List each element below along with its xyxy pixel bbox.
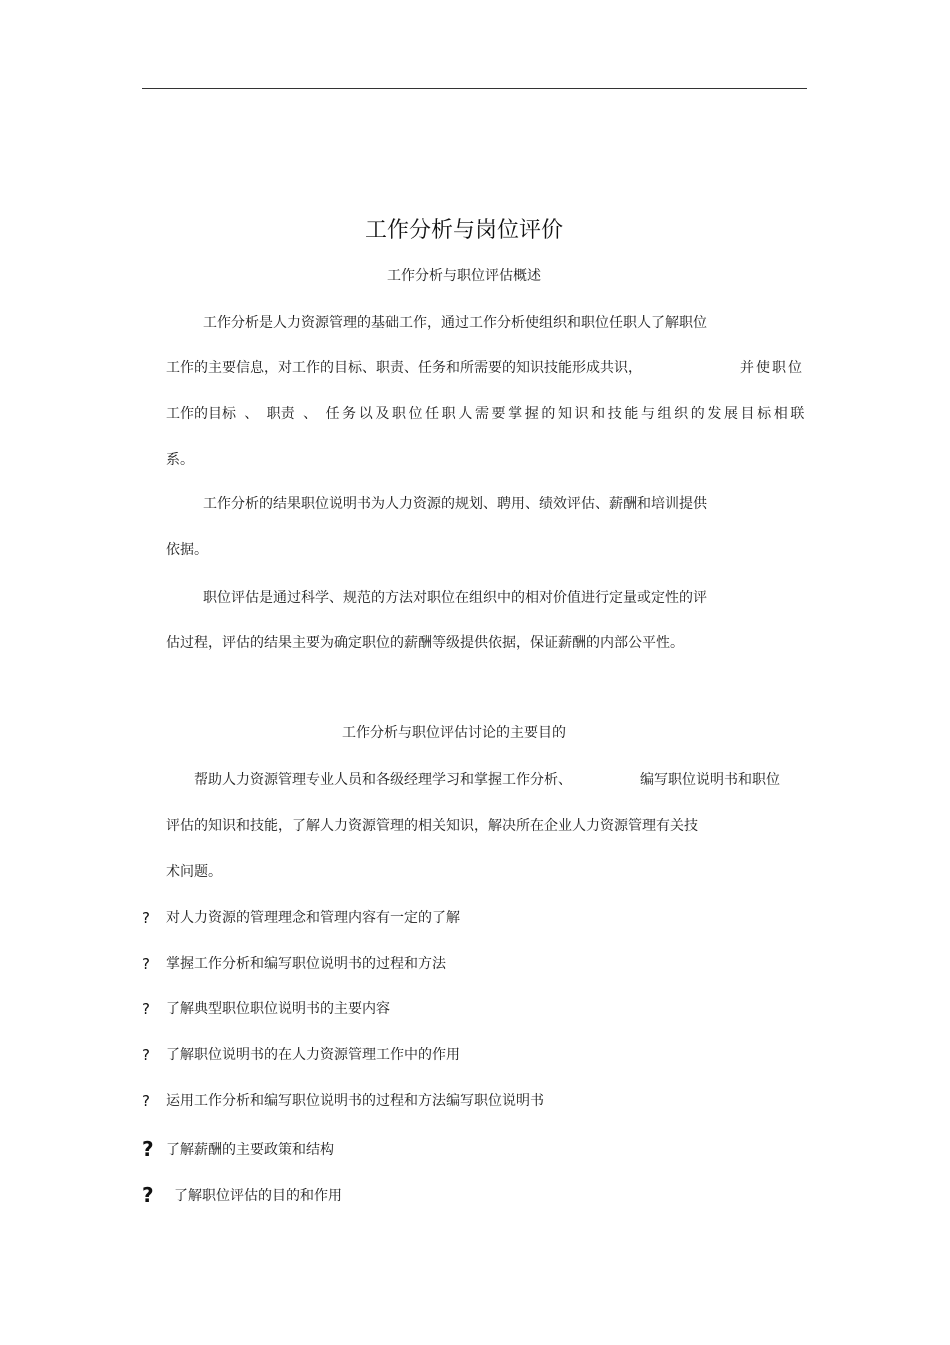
paragraph-line: 并使职位 [740,360,804,376]
question-mark-icon: ? [142,955,150,973]
list-item-text: 掌握工作分析和编写职位说明书的过程和方法 [166,956,446,972]
paragraph-line: 工作分析是人力资源管理的基础工作，通过工作分析使组织和职位任职人了解职位 [203,315,707,331]
document-title: 工作分析与岗位评价 [364,218,563,243]
paragraph-line: 帮助人力资源管理专业人员和各级经理学习和掌握工作分析、 [194,772,572,788]
paragraph-line: 工作分析的结果职位说明书为人力资源的规划、聘用、绩效评估、薪酬和培训提供 [203,496,707,512]
list-item-text: 对人力资源的管理理念和管理内容有一定的了解 [166,910,460,926]
question-mark-icon: ? [142,1000,150,1018]
section-heading-overview: 工作分析与职位评估概述 [387,268,541,284]
section-heading-goals: 工作分析与职位评估讨论的主要目的 [342,725,566,741]
paragraph-line: 评估的知识和技能，了解人力资源管理的相关知识，解决所在企业人力资源管理有关技 [166,818,698,834]
paragraph-line-justified [166,404,807,424]
list-item-text: 了解职位评估的目的和作用 [174,1188,342,1204]
text-segment: 、 [244,406,259,422]
question-mark-icon: ? [142,909,150,927]
paragraph-line: 依据。 [166,542,208,558]
text-segment: 职责 [266,406,295,422]
list-item-text: 了解职位说明书的在人力资源管理工作中的作用 [166,1047,460,1063]
list-item-text: 了解薪酬的主要政策和结构 [166,1142,334,1158]
paragraph-line: 工作的主要信息，对工作的目标、职责、任务和所需要的知识技能形成共识， [166,360,642,376]
text-segment: 任务以及职位任职人需要掌握的知识和技能与组织的发展目标相联 [325,406,807,422]
question-mark-icon: ? [142,1046,150,1064]
list-item-text: 运用工作分析和编写职位说明书的过程和方法编写职位说明书 [166,1093,544,1109]
header-rule [142,88,807,89]
question-mark-icon: ? [142,1137,154,1161]
paragraph-line: 估过程，评估的结果主要为确定职位的薪酬等级提供依据，保证薪酬的内部公平性。 [166,635,684,651]
paragraph-line: 系。 [166,452,194,468]
paragraph-line: 编写职位说明书和职位 [640,772,780,788]
question-mark-icon: ? [142,1183,154,1207]
question-mark-icon: ? [142,1092,150,1110]
text-segment: 、 [303,406,318,422]
paragraph-line: 术问题。 [166,864,222,880]
list-item-text: 了解典型职位职位说明书的主要内容 [166,1001,390,1017]
paragraph-line: 职位评估是通过科学、规范的方法对职位在组织中的相对价值进行定量或定性的评 [203,590,707,606]
text-segment: 工作的目标 [166,406,236,422]
